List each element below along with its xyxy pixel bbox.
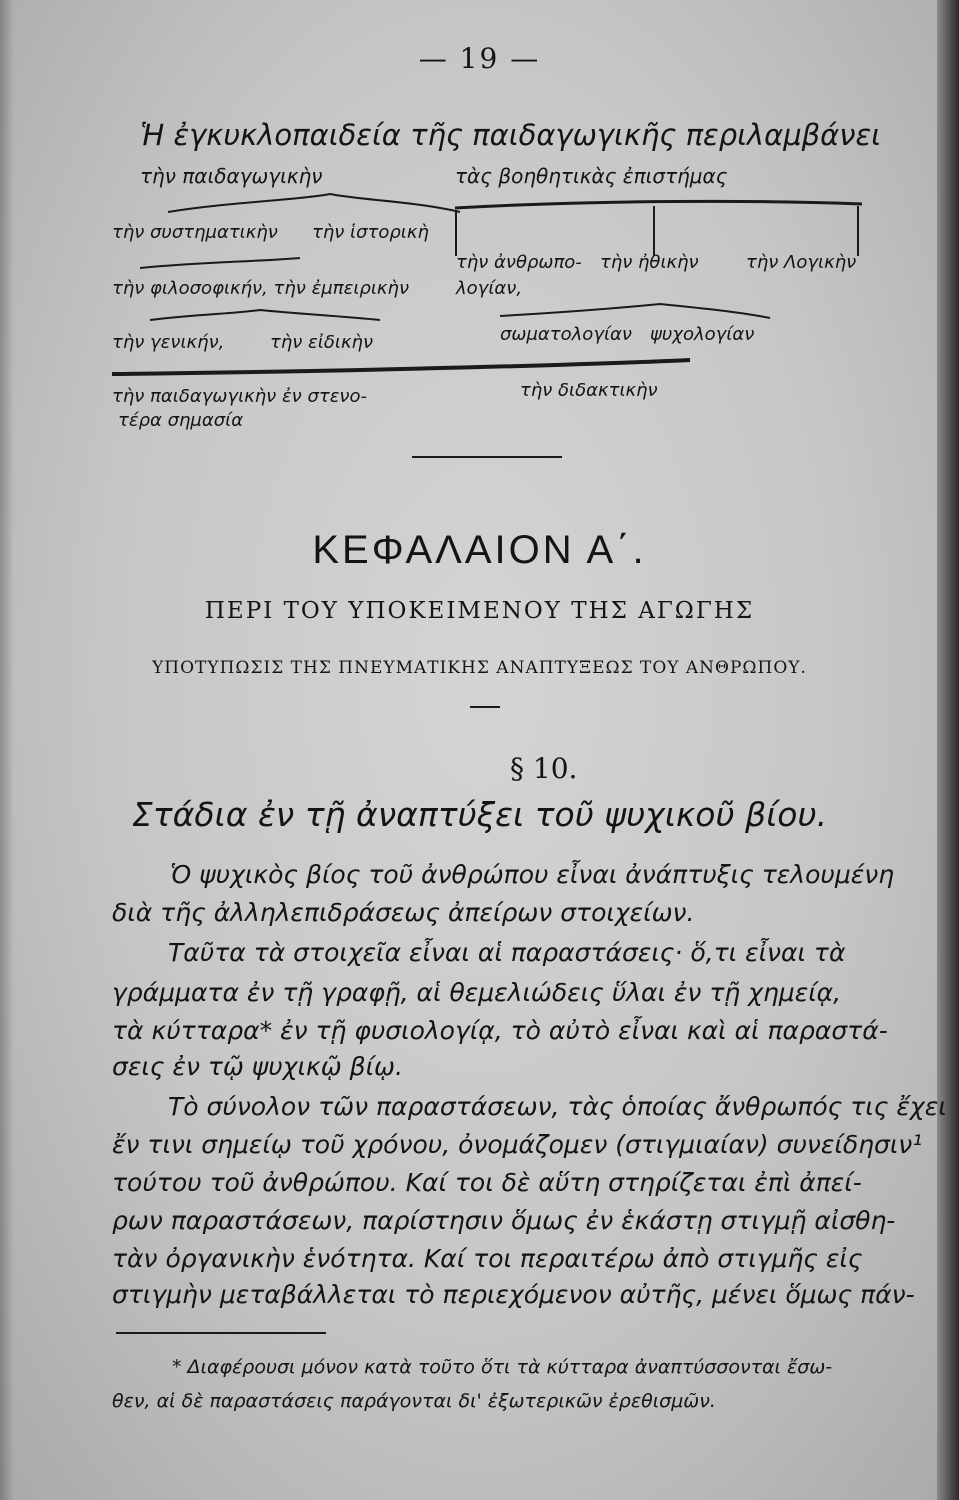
tree-right-didactics: τὴν διδακτικὴν [520, 380, 658, 401]
footnote-line: * Διαφέρουσι μόνον κατὰ τοῦτο ὅτι τὰ κύτταρα ἀναπτύσσονται ἔσω- [172, 1356, 833, 1378]
body-line: σεις ἐν τῷ ψυχικῷ βίῳ. [112, 1052, 403, 1081]
body-line: Τὸ σύνολον τῶν παραστάσεων, τὰς ὁποίας ἄνθρωπός τις ἔχει [168, 1092, 947, 1121]
tree-left-narrow-1: τὴν παιδαγωγικὴν ἐν στενο- [112, 386, 367, 407]
tree-left-systematic: τὴν συστηματικὴν [112, 222, 278, 243]
page-number: — 19 — [418, 42, 541, 75]
tree-right-logic: τὴν Λογικὴν [746, 252, 857, 273]
short-divider [470, 706, 500, 708]
tree-left-philosophical-empirical: τὴν φιλοσοφικήν, τὴν ἐμπειρικὴν [112, 278, 409, 299]
tree-right-anthropology-2: λογίαν, [456, 278, 523, 299]
tree-branch-left: τὴν παιδαγωγικὴν [140, 164, 323, 188]
body-line: τούτου τοῦ ἀνθρώπου. Καί τοι δὲ αὕτη στηρίζεται ἐπὶ ἀπεί- [112, 1168, 862, 1197]
tree-right-psychology: ψυχολογίαν [650, 324, 755, 345]
body-line: τὰν ὀργανικὴν ἑνότητα. Καί τοι περαιτέρω ἀπὸ στιγμῆς εἰς [112, 1244, 863, 1273]
chapter-subtitle: ΠΕΡΙ ΤΟΥ ΥΠΟΚΕΙΜΕΝΟΥ ΤΗΣ ΑΓΩΓΗΣ [204, 598, 755, 624]
tree-right-somatology: σωματολογίαν [500, 324, 632, 345]
body-line: τὰ κύτταρα* ἐν τῇ φυσιολογίᾳ, τὸ αὐτὸ εἶναι καὶ αἱ παραστά- [112, 1016, 888, 1045]
section-title: Στάδια ἐν τῇ ἀναπτύξει τοῦ ψυχικοῦ βίου. [131, 795, 828, 834]
body-line: γράμματα ἐν τῇ γραφῇ, αἱ θεμελιώδεις ὕλαι ἐν τῇ χημείᾳ, [112, 978, 842, 1007]
tree-left-historical: τὴν ἱστορικὴ [312, 222, 429, 243]
body-line: ἔν τινι σημείῳ τοῦ χρόνου, ὀνομάζομεν (στιγμιαίαν) συνείδησιν¹ [112, 1130, 923, 1159]
chapter-subtitle-2: ΥΠΟΤΥΠΩΣΙΣ ΤΗΣ ΠΝΕΥΜΑΤΙΚΗΣ ΑΝΑΠΤΥΞΕΩΣ ΤΟΥ ΑΝΘΡΩΠΟΥ. [152, 658, 807, 678]
tree-right-anthropology-1: τὴν ἀνθρωπο- [456, 252, 582, 273]
tree-branch-right: τὰς βοηθητικὰς ἐπιστήμας [455, 164, 728, 188]
body-line: ρων παραστάσεων, παρίστησιν ὅμως ἐν ἑκάστῃ στιγμῇ αἰσθη- [112, 1206, 896, 1235]
body-line: στιγμὴν μεταβάλλεται τὸ περιεχόμενον αὐτῆς, μένει ὅμως πάν- [112, 1280, 915, 1309]
chapter-title: ΚΕΦΑΛΑΙΟΝ Α΄. [312, 528, 647, 572]
footnote-line: θεν, αἱ δὲ παραστάσεις παράγονται δι' ἐξωτερικῶν ἐρεθισμῶν. [112, 1390, 716, 1412]
tree-intro: Ἡ ἐγκυκλοπαιδεία τῆς παιδαγωγικῆς περιλαμβάνει [140, 118, 881, 152]
tree-right-ethics: τὴν ἠθικὴν [600, 252, 699, 273]
tree-left-narrow-2: τέρα σημασία [118, 410, 244, 431]
tree-left-specific: τὴν εἰδικὴν [270, 332, 374, 353]
divider-rule [412, 456, 562, 458]
tree-left-general: τὴν γενικήν, [112, 332, 225, 353]
body-line: Ὁ ψυχικὸς βίος τοῦ ἀνθρώπου εἶναι ἀνάπτυξις τελουμένη [170, 860, 895, 889]
body-line: Ταῦτα τὰ στοιχεῖα εἶναι αἱ παραστάσεις· ὅ,τι εἶναι τὰ [168, 938, 846, 967]
footnote-rule [116, 1332, 326, 1334]
section-number: § 10. [510, 752, 578, 785]
body-line: διὰ τῆς ἀλληλεπιδράσεως ἀπείρων στοιχείων. [112, 898, 695, 927]
tree-bracket-lines [0, 0, 959, 470]
